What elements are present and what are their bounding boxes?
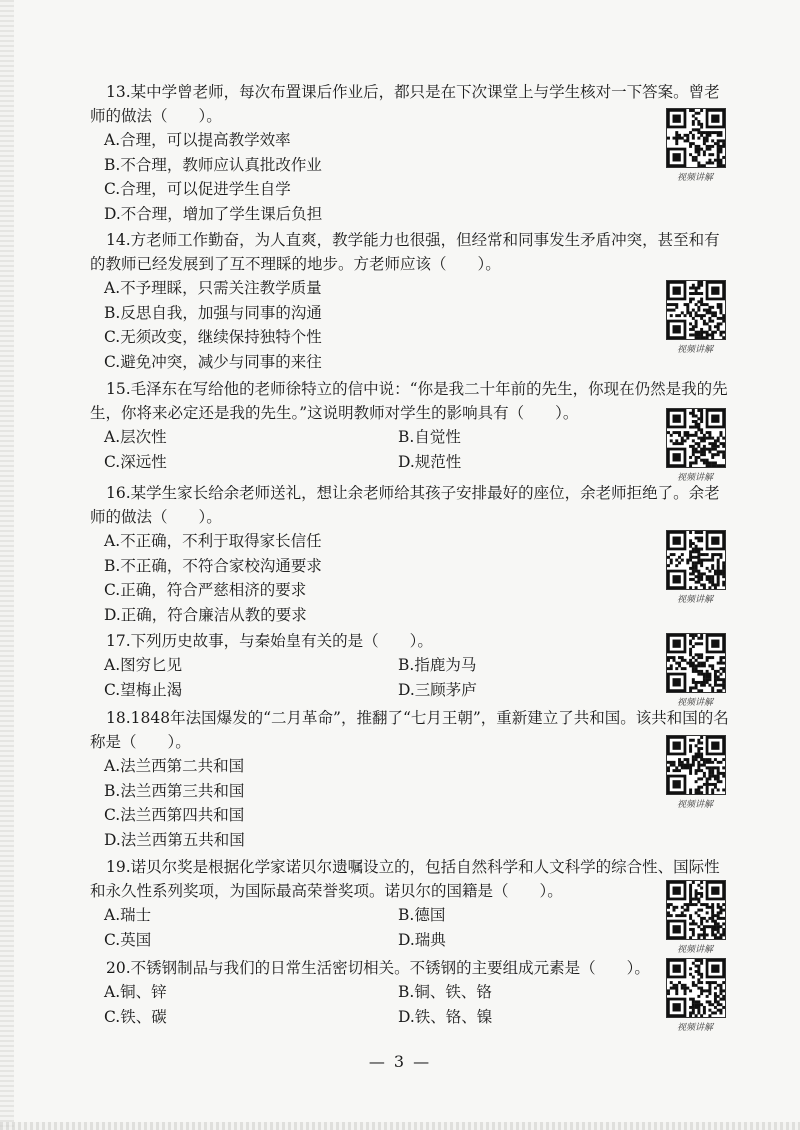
question-stem: 20.不锈钢制品与我们的日常生活密切相关。不锈钢的主要组成元素是（ ）。	[106, 959, 650, 977]
qr-caption: 视频讲解	[676, 698, 713, 708]
option-a: A.不正确，不利于取得家长信任	[104, 532, 322, 550]
qr-caption: 视频讲解	[676, 473, 713, 483]
option-a: A.铜、锌	[104, 983, 167, 1001]
option-list	[90, 529, 730, 627]
option-c: C.法兰西第四共和国	[104, 806, 245, 824]
question-stem: 13.某中学曾老师，每次布置课后作业后，都只是在下次课堂上与学生核对一下答案。曾老师的做法（ ）。	[90, 83, 720, 125]
qr-code-icon[interactable]	[666, 633, 726, 693]
option-b: B.不正确，不符合家校沟通要求	[104, 556, 322, 575]
question-13	[90, 80, 730, 226]
qr-caption: 视频讲解	[676, 1023, 713, 1033]
option-list	[90, 276, 730, 374]
question-stem: 18.1848年法国爆发的“二月革命”，推翻了“七月王朝”，重新建立了共和国。该共和国的名称是（ ）。	[90, 709, 729, 751]
page-number: — 3 —	[368, 1052, 432, 1071]
option-c: C.无须改变，继续保持独特个性	[104, 328, 322, 346]
scan-edge-left	[0, 0, 14, 1130]
qr-code-icon[interactable]	[666, 108, 726, 168]
qr-code-icon[interactable]	[666, 408, 726, 468]
question-15	[90, 377, 730, 474]
option-grid	[90, 653, 730, 702]
option-d: D.三顾茅庐	[398, 680, 477, 699]
option-d: D.不合理，增加了学生课后负担	[104, 204, 323, 223]
option-c: C.合理，可以促进学生自学	[104, 180, 291, 198]
qr-code-icon[interactable]	[666, 735, 726, 795]
question-stem: 14.方老师工作勤奋，为人直爽，教学能力也很强，但经常和同事发生矛盾冲突，甚至和有的教师已经发展到了互不理睬的地步。方老师应该（ ）。	[90, 231, 720, 273]
question-17	[90, 629, 730, 702]
qr-caption: 视频讲解	[676, 345, 713, 355]
option-d: D.瑞典	[398, 930, 446, 949]
question-19	[90, 855, 730, 952]
option-a: A.合理，可以提高教学效率	[104, 131, 291, 149]
question-stem: 19.诺贝尔奖是根据化学家诺贝尔遗嘱设立的，包括自然科学和人文科学的综合性、国际性和永久性系列奖项，为国际最高荣誉奖项。诺贝尔的国籍是（ ）。	[90, 858, 720, 900]
question-stem: 17.下列历史故事，与秦始皇有关的是（ ）。	[106, 632, 433, 650]
option-b: B.法兰西第三共和国	[104, 781, 245, 800]
qr-code-icon[interactable]	[666, 880, 726, 940]
question-16	[90, 481, 730, 627]
option-grid	[90, 903, 730, 952]
option-c: C.正确，符合严慈相济的要求	[104, 581, 307, 599]
option-d: D.规范性	[398, 452, 462, 471]
option-d: D.正确，符合廉洁从教的要求	[104, 605, 307, 624]
option-b: B.自觉性	[398, 428, 461, 446]
option-b: B.铜、铁、铬	[398, 983, 492, 1001]
option-list	[90, 754, 730, 852]
option-b: B.不合理，教师应认真批改作业	[104, 155, 322, 174]
option-c: C.望梅止渴	[104, 680, 183, 699]
option-c: C.深远性	[104, 452, 167, 471]
option-a: A.不予理睬，只需关注教学质量	[104, 279, 322, 297]
option-a: A.法兰西第二共和国	[104, 757, 245, 775]
qr-caption: 视频讲解	[676, 173, 713, 183]
option-a: A.层次性	[104, 428, 167, 446]
question-stem: 16.某学生家长给余老师送礼，想让余老师给其孩子安排最好的座位，余老师拒绝了。余老师的做法（ ）。	[90, 484, 720, 526]
option-list	[90, 128, 730, 226]
question-18	[90, 706, 730, 852]
qr-caption: 视频讲解	[676, 595, 713, 605]
option-grid	[90, 980, 730, 1029]
option-d: C.避免冲突，减少与同事的来往	[104, 352, 322, 371]
option-grid	[90, 425, 730, 474]
option-a: A.瑞士	[104, 906, 152, 924]
option-d: D.法兰西第五共和国	[104, 830, 245, 849]
question-20	[90, 956, 730, 1029]
option-c: C.英国	[104, 930, 152, 949]
question-14	[90, 228, 730, 374]
qr-code-icon[interactable]	[666, 958, 726, 1018]
qr-caption: 视频讲解	[676, 945, 713, 955]
option-b: B.德国	[398, 906, 446, 924]
qr-code-icon[interactable]	[666, 280, 726, 340]
option-b: B.反思自我，加强与同事的沟通	[104, 303, 322, 322]
qr-caption: 视频讲解	[676, 800, 713, 810]
option-c: C.铁、碳	[104, 1007, 167, 1026]
qr-code-icon[interactable]	[666, 530, 726, 590]
question-stem: 15.毛泽东在写给他的老师徐特立的信中说：“你是我二十年前的先生，你现在仍然是我的先生，你将来必定还是我的先生。”这说明教师对学生的影响具有（ ）。	[90, 380, 728, 422]
option-d: D.铁、铬、镍	[398, 1007, 493, 1026]
option-a: A.图穷匕见	[104, 656, 183, 674]
option-b: B.指鹿为马	[398, 656, 477, 674]
scan-edge-bottom	[0, 1122, 800, 1130]
